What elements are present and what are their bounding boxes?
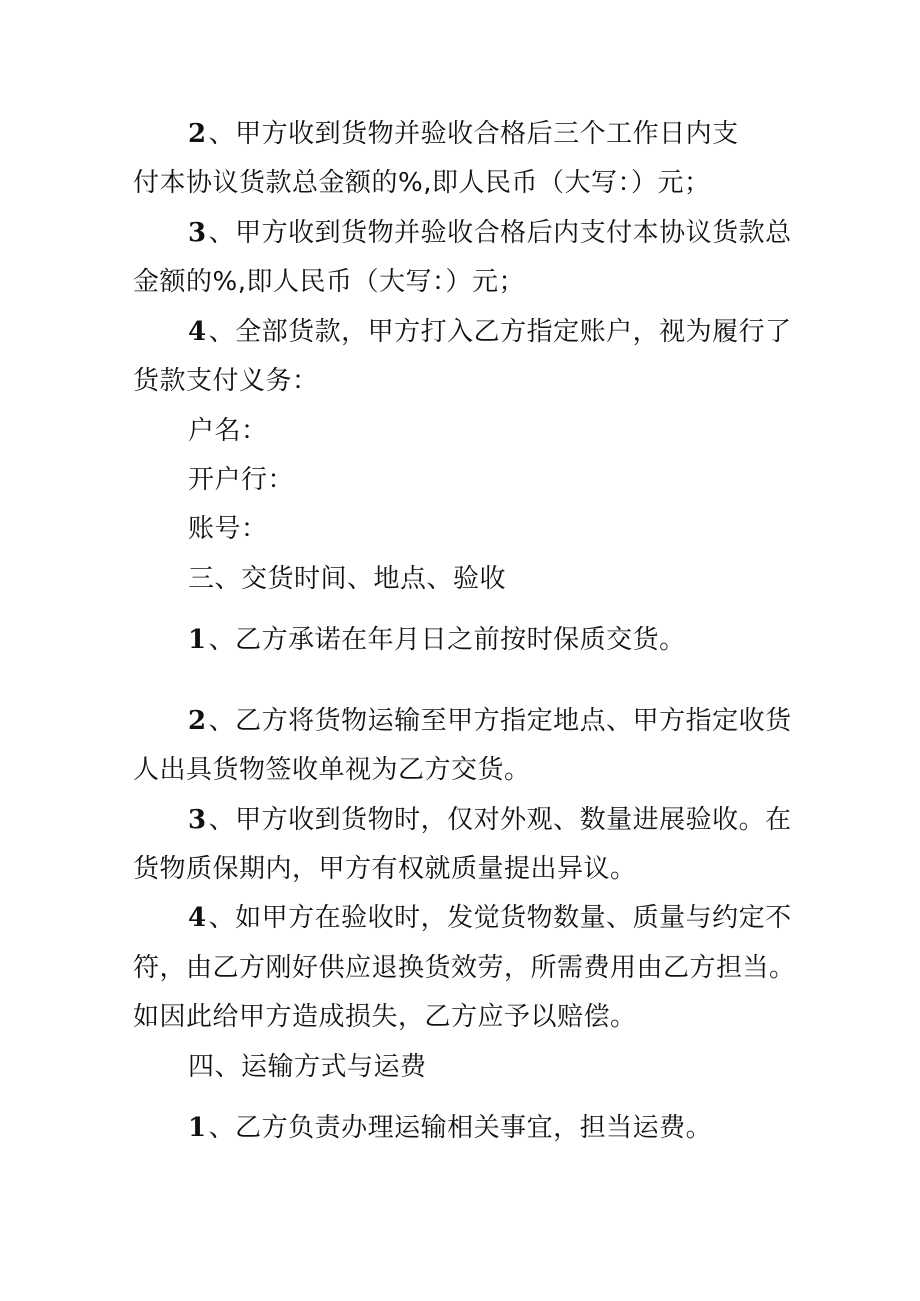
paragraph-line: 如因此给甲方造成损失，乙方应予以赔偿。 — [133, 1002, 637, 1032]
item-number: 1 — [188, 1113, 207, 1143]
account-name-label: 户名： — [188, 416, 268, 446]
item-number: 4 — [188, 317, 207, 347]
paragraph-line — [188, 216, 792, 250]
item-number: 4 — [188, 903, 207, 933]
item-number: 2 — [188, 119, 207, 149]
paragraph-line: 货物质保期内，甲方有权就质量提出异议。 — [133, 854, 637, 884]
paragraph-line — [188, 623, 686, 657]
paragraph-text: 、乙方负责办理运输相关事宜，担当运费。 — [208, 1113, 713, 1143]
paragraph-line: 金额的%,即人民币（大写：）元； — [133, 267, 525, 297]
item-number: 3 — [188, 218, 207, 248]
paragraph-text: 、甲方收到货物并验收合格后三个工作日内支 — [208, 119, 739, 149]
paragraph-line — [188, 803, 792, 837]
paragraph-line — [188, 704, 792, 738]
paragraph-line: 符，由乙方刚好供应退换货效劳，所需费用由乙方担当。 — [133, 953, 796, 983]
paragraph-text: 、乙方将货物运输至甲方指定地点、甲方指定收货 — [208, 706, 792, 736]
item-number: 1 — [188, 625, 207, 655]
paragraph-text: 、乙方承诺在年月日之前按时保质交货。 — [208, 625, 686, 655]
paragraph-line: 人出具货物签收单视为乙方交货。 — [133, 755, 531, 785]
paragraph-line — [188, 901, 792, 935]
paragraph-line — [188, 1111, 712, 1145]
paragraph-text: 、甲方收到货物时，仅对外观、数量进展验收。在 — [208, 805, 792, 835]
item-number: 3 — [188, 805, 207, 835]
paragraph-line: 货款支付义务： — [133, 366, 319, 396]
paragraph-text: 、甲方收到货物并验收合格后内支付本协议货款总 — [208, 218, 792, 248]
item-number: 2 — [188, 706, 207, 736]
paragraph-line: 付本协议货款总金额的%,即人民币（大写：）元； — [133, 168, 711, 198]
paragraph-text: 、全部货款，甲方打入乙方指定账户，视为履行了 — [208, 317, 792, 347]
bank-label: 开户行： — [188, 465, 295, 495]
paragraph-line — [188, 117, 739, 151]
account-number-label: 账号： — [188, 514, 268, 544]
section-heading: 三、交货时间、地点、验收 — [188, 564, 507, 594]
paragraph-text: 、如甲方在验收时，发觉货物数量、质量与约定不 — [208, 903, 792, 933]
section-heading: 四、运输方式与运费 — [188, 1052, 427, 1082]
paragraph-line — [188, 315, 792, 349]
